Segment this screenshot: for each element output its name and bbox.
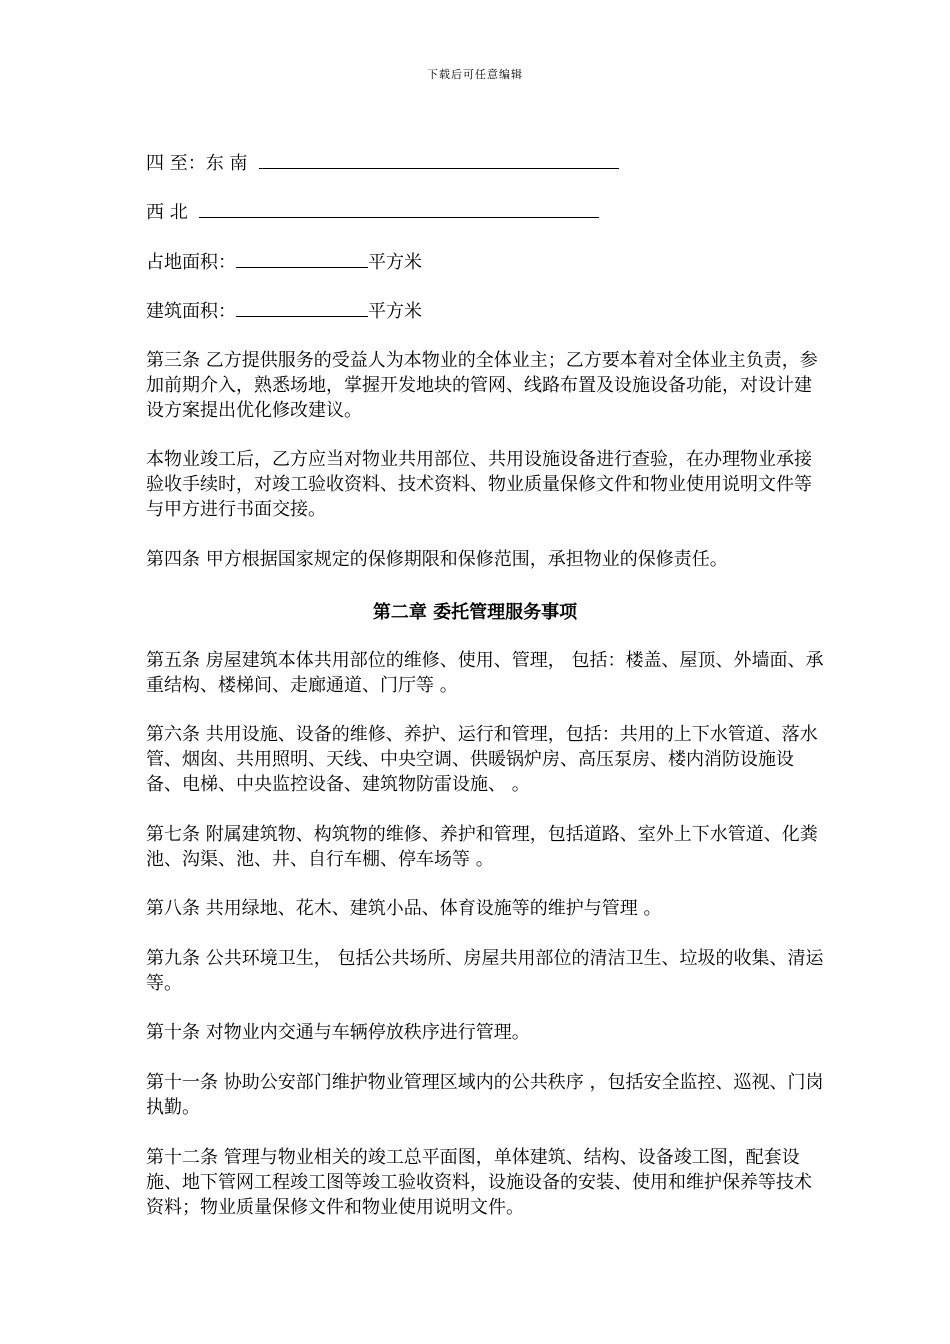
article-4 — [146, 547, 826, 572]
boundary-blank — [259, 150, 619, 169]
article-12-text: 第十二条 管理与物业相关的竣工总平面图，单体建筑、结构、设备竣工图，配套设施、地下管网工程竣工图等竣工验收资料，设施设备的安装、使用和维护保养等技术资料；物业质量保修文件和物业使用说明文件。 — [146, 1147, 812, 1218]
article-9 — [146, 946, 826, 996]
article-3 — [146, 348, 826, 423]
building-area-label: 建筑面积： — [146, 301, 236, 322]
boundary-label: 四 至：东 南 — [146, 153, 248, 174]
article-8 — [146, 896, 826, 921]
building-area-line — [146, 298, 422, 325]
article-6 — [146, 722, 826, 797]
land-area-unit: 平方米 — [368, 252, 422, 273]
land-area-blank — [236, 249, 368, 268]
article-3-continued — [146, 447, 826, 522]
article-11 — [146, 1070, 826, 1120]
article-7 — [146, 822, 826, 872]
land-area-line — [146, 249, 422, 276]
article-3-text: 第三条 乙方提供服务的受益人为本物业的全体业主；乙方要本着对全体业主负责，参加前期介入，熟悉场地，掌握开发地块的管网、线路布置及设施设备功能，对设计建设方案提出优化修改建议。 — [146, 350, 818, 421]
article-7-text: 第七条 附属建筑物、构筑物的维修、养护和管理，包括道路、室外上下水管道、化粪池、沟渠、池、井、自行车棚、停车场等 。 — [146, 824, 818, 870]
article-10-text: 第十条 对物业内交通与车辆停放秩序进行管理。 — [146, 1022, 530, 1043]
chapter-2-heading: 第二章 委托管理服务事项 — [372, 602, 578, 623]
building-area-blank — [236, 298, 368, 317]
article-4-text: 第四条 甲方根据国家规定的保修期限和保修范围，承担物业的保修责任。 — [146, 549, 728, 570]
article-5-text: 第五条 房屋建筑本体共用部位的维修、使用、管理， 包括：楼盖、屋顶、外墙面、承重结构、楼梯间、走廊通道、门厅等 。 — [146, 650, 824, 696]
building-area-unit: 平方米 — [368, 301, 422, 322]
article-5 — [146, 648, 826, 698]
article-12 — [146, 1145, 826, 1220]
article-10 — [146, 1020, 826, 1045]
page-header: 下载后可任意编辑 — [427, 68, 523, 81]
article-9-text: 第九条 公共环境卫生， 包括公共场所、房屋共用部位的清洁卫生、垃圾的收集、清运等。 — [146, 948, 824, 994]
boundary-line — [146, 150, 619, 177]
article-6-text: 第六条 共用设施、设备的维修、养护、运行和管理，包括：共用的上下水管道、落水管、烟囱、共用照明、天线、中央空调、供暖锅炉房、高压泵房、楼内消防设施设备、电梯、中央监控设备、建筑物防雷设施、 。 — [146, 724, 818, 795]
article-11-text: 第十一条 协助公安部门维护物业管理区域内的公共秩序 ，包括安全监控、巡视、门岗执勤。 — [146, 1072, 824, 1118]
land-area-label: 占地面积： — [146, 252, 236, 273]
article-8-text: 第八条 共用绿地、花木、建筑小品、体育设施等的维护与管理 。 — [146, 898, 662, 919]
article-3-continued-text: 本物业竣工后，乙方应当对物业共用部位、共用设施设备进行查验，在办理物业承接验收手续时，对竣工验收资料、技术资料、物业质量保修文件和物业使用说明文件等与甲方进行书面交接。 — [146, 449, 812, 520]
west-north-line — [146, 199, 599, 226]
west-north-label: 西 北 — [146, 202, 188, 223]
west-north-blank — [199, 199, 599, 218]
